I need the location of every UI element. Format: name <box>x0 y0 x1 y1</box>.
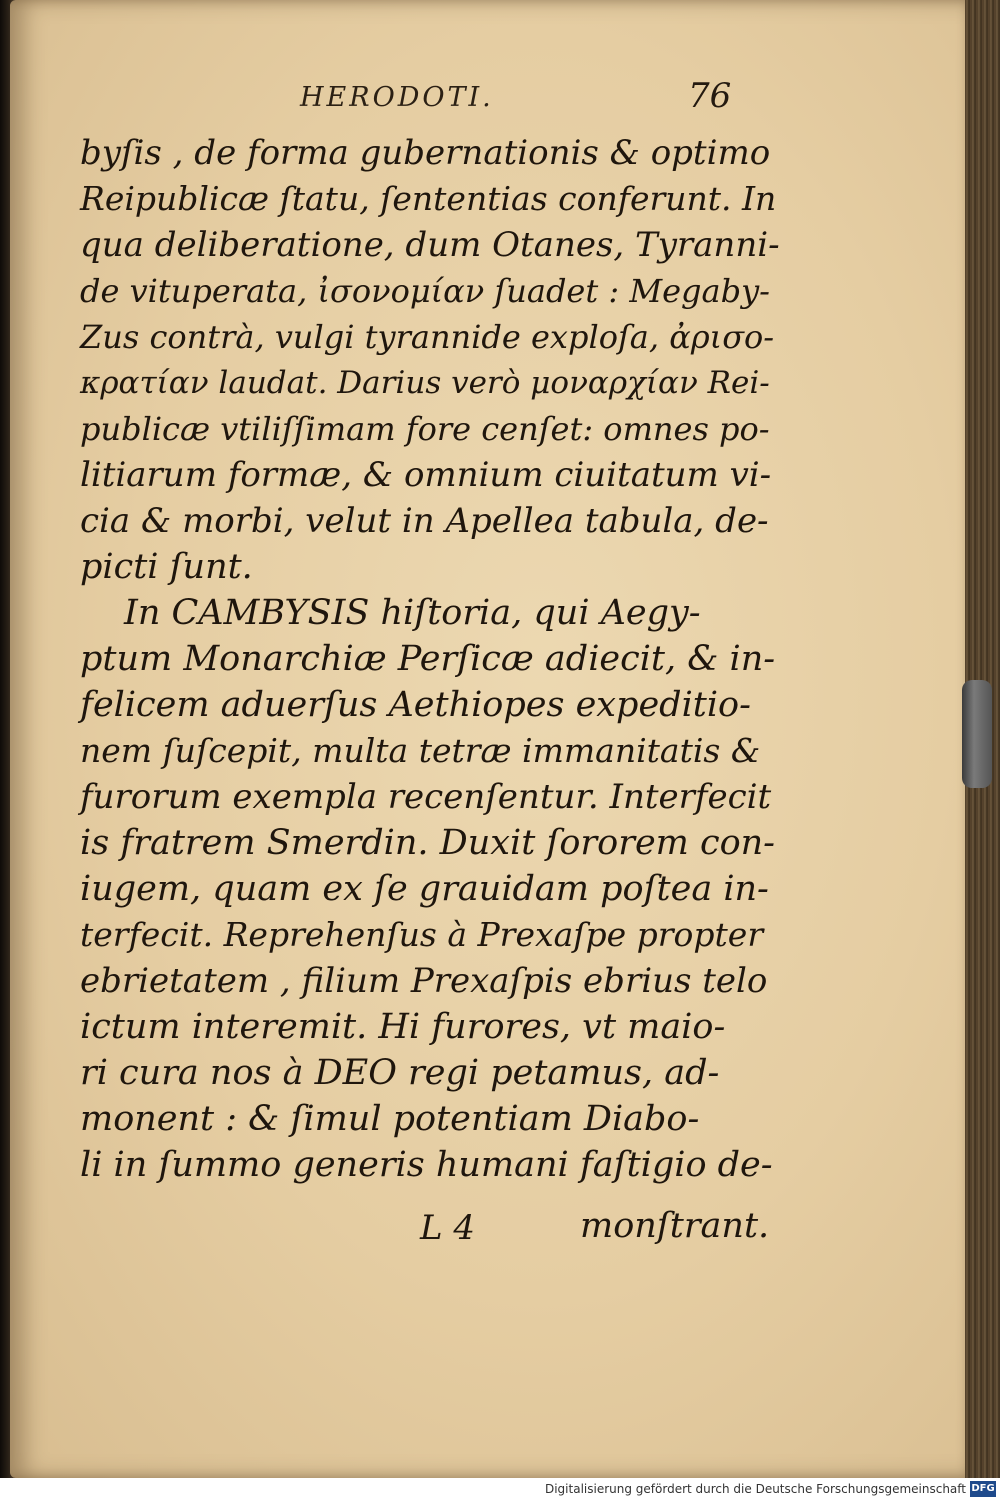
text-line: furorum exempla recenſentur. Interfecit <box>80 777 772 817</box>
funding-credit: Digitalisierung gefördert durch die Deutsche Forschungsgemeinschaft <box>544 1482 966 1496</box>
signature-mark: L 4 <box>420 1208 476 1248</box>
page-number: 76 <box>688 76 732 116</box>
text-line: is fratrem Smerdin. Duxit ſororem con- <box>80 823 776 863</box>
text-line: cia & morbi, velut in Apellea tabula, de- <box>80 501 769 541</box>
text-line: terfecit. Reprehenſus à Prexaſpe propter <box>80 915 764 954</box>
text-line: picti ſunt. <box>80 547 253 587</box>
text-line: ptum Monarchiæ Perſicæ adiecit, & in- <box>80 639 776 679</box>
text-line: qua deliberatione, dum Otanes, Tyranni- <box>80 225 780 265</box>
text-line: κρατίαν laudat. Darius verò μοναρχίαν Rei- <box>80 365 770 401</box>
text-line: Reipublicæ ſtatu, ſententias conferunt. In <box>80 179 777 218</box>
text-line: ictum interemit. Hi furores, vt maio- <box>80 1007 726 1047</box>
text-line: ri cura nos à DEO regi petamus, ad- <box>80 1053 720 1093</box>
text-line: Zus contrà, vulgi tyrannide exploſa, ἀρισο- <box>80 318 775 356</box>
text-line: ebrietatem , filium Prexaſpis ebrius telo <box>80 961 768 1001</box>
text-line: In CAMBYSIS hiſtoria, qui Aegy- <box>124 593 701 633</box>
dfg-logo: DFG <box>970 1481 996 1497</box>
text-line: iugem, quam ex ſe grauidam poſtea in- <box>80 869 769 909</box>
clip-tab <box>962 680 992 788</box>
text-line: monent : & ſimul potentiam Diabo- <box>80 1099 700 1139</box>
text-line: byſis , de forma gubernationis & optimo <box>80 133 771 173</box>
text-line: publicæ vtiliſſimam fore cenſet: omnes po- <box>80 410 770 448</box>
text-line: de vituperata, ἰσονομίαν ſuadet : Megaby- <box>80 272 770 310</box>
text-line: li in ſummo generis humani faſtigio de- <box>80 1145 773 1185</box>
text-line: felicem aduerſus Aethiopes expeditio- <box>80 685 751 725</box>
running-head: HERODOTI. <box>300 82 494 113</box>
catchword: monſtrant. <box>580 1206 770 1246</box>
text-line: litiarum formæ, & omnium ciuitatum vi- <box>80 455 772 495</box>
text-line: nem ſuſcepit, multa tetræ immanitatis & <box>80 731 761 770</box>
